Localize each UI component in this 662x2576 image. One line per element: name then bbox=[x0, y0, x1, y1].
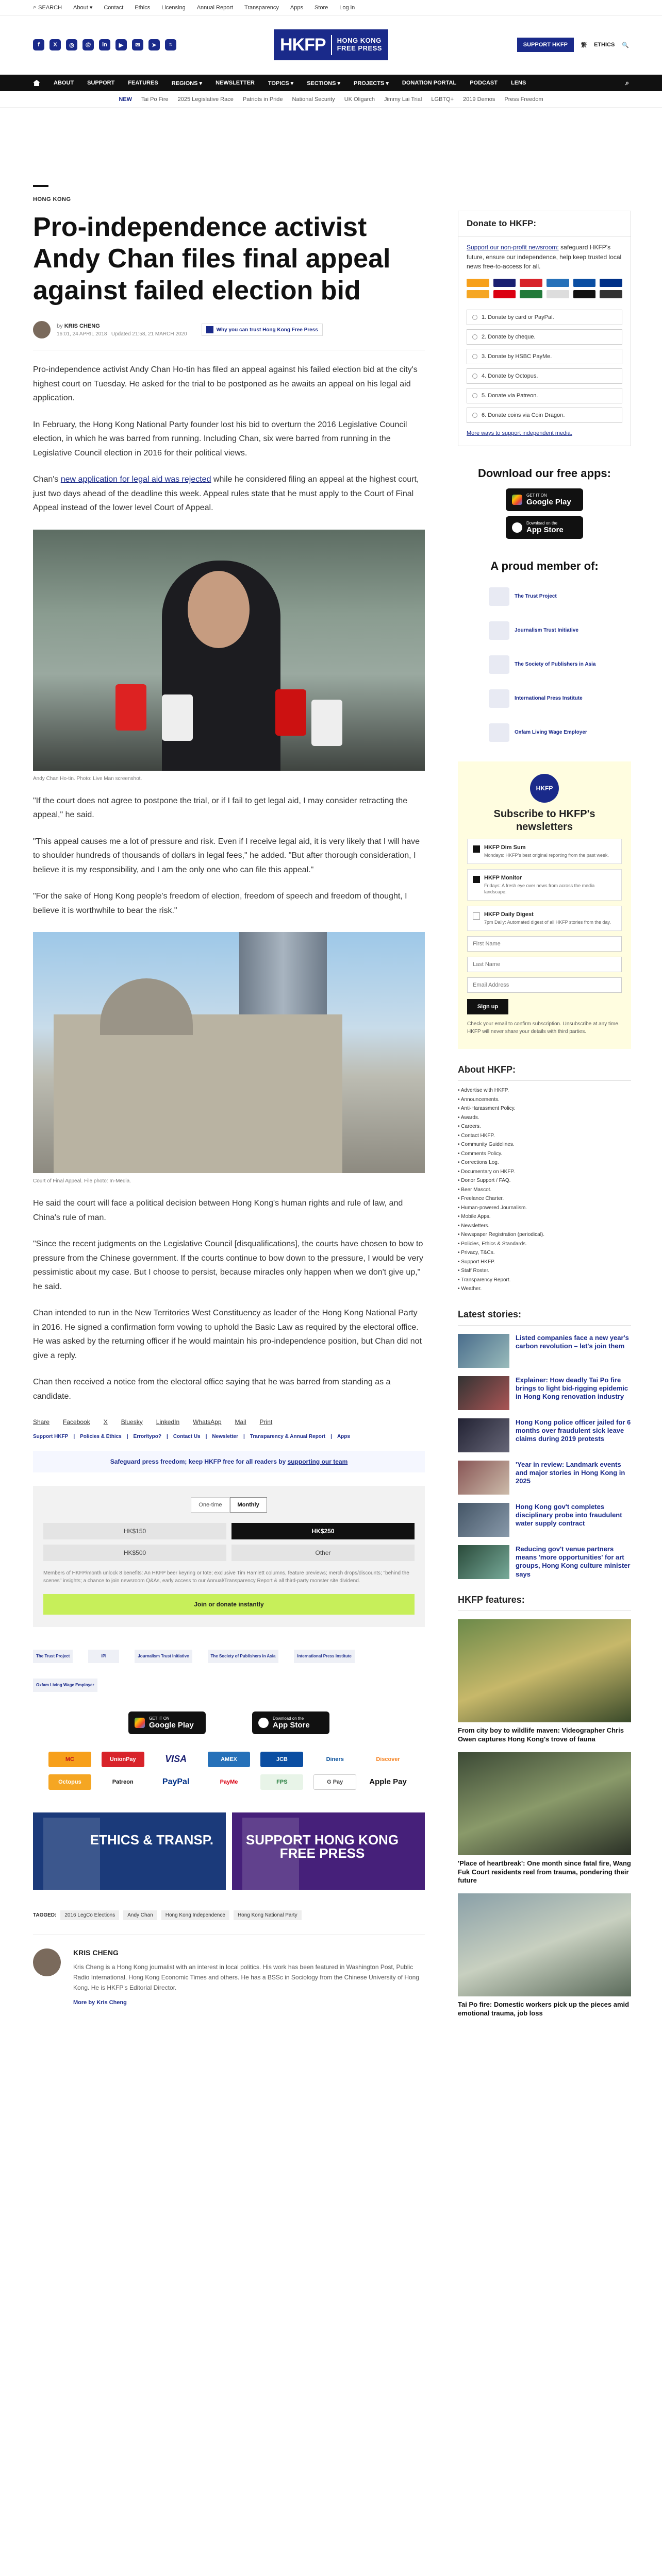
newsletter-note: Check your email to confirm subscription. Unsubscribe at any time. HKFP will never share your details with third parties. bbox=[467, 1021, 620, 1035]
trending-link[interactable]: Tai Po Fire bbox=[141, 96, 169, 103]
story-thumbnail[interactable] bbox=[458, 1461, 509, 1495]
story-thumbnail[interactable] bbox=[458, 1418, 509, 1452]
apps-link[interactable]: Apps bbox=[337, 1433, 350, 1439]
instagram-icon[interactable]: ◎ bbox=[66, 39, 77, 50]
donate-widget: Donate to HKFP: Support our non-profit newsroom: safeguard HKFP's future, ensure our independence, help keep trusted local news free-to-access for all. 1. Donate by card or PayPal. 2. Donate by cheque. 3. Donate by HSBC PayMe. 4. Donate by Octopus. 5. Donate via Patreon. 6. Donate coins via Coin Dragon. More ways to support independent media. bbox=[458, 211, 631, 446]
article-column bbox=[33, 108, 425, 2018]
header-search-icon[interactable]: 🔍 bbox=[622, 42, 630, 48]
threads-icon[interactable]: @ bbox=[82, 39, 94, 50]
tag-link[interactable]: Andy Chan bbox=[123, 1910, 157, 1920]
promo-banners bbox=[33, 1812, 425, 1890]
features-title: HKFP features: bbox=[458, 1595, 631, 1611]
top-annual-report-link[interactable]: Annual Report bbox=[196, 4, 234, 11]
story-item[interactable]: Listed companies face a new year's carbon revolution – let's join them bbox=[458, 1334, 631, 1368]
photo-caption: Court of Final Appeal. File photo: In-Media. bbox=[33, 1178, 131, 1184]
share-bluesky[interactable]: Bluesky bbox=[121, 1418, 143, 1426]
amount-options bbox=[43, 1523, 415, 1561]
logo-line-1: HONG KONG bbox=[337, 37, 382, 45]
payment-icons-mini bbox=[458, 272, 631, 306]
social-links bbox=[33, 39, 274, 50]
about-link[interactable]: • Support HKFP. bbox=[458, 1258, 631, 1267]
ethics-promo-banner[interactable]: ETHICS & TRANSP. bbox=[33, 1812, 226, 1890]
apps-heading: Download our free apps: bbox=[478, 466, 611, 480]
jcb-icon bbox=[573, 279, 596, 287]
last-name-field[interactable] bbox=[467, 957, 622, 972]
top-licensing-link[interactable]: Licensing bbox=[161, 4, 186, 11]
search-icon: ⌕ bbox=[33, 4, 37, 10]
member-logos-row bbox=[33, 1650, 425, 1692]
sidebar bbox=[458, 108, 631, 2018]
payme-icon bbox=[493, 290, 516, 298]
story-item[interactable]: Explainer: How deadly Tai Po fire brings to light bid-rigging epidemic in Hong Kong renovation industry bbox=[458, 1376, 631, 1410]
story-thumbnail[interactable] bbox=[458, 1545, 509, 1579]
nav-item[interactable]: DONATION PORTAL bbox=[402, 80, 457, 86]
story-item[interactable]: Hong Kong gov't completes disciplinary probe into fraudulent water supply contract bbox=[458, 1503, 631, 1537]
photo-caption: Andy Chan Ho-tin. Photo: Live Man screenshot. bbox=[33, 775, 142, 782]
app-store-row bbox=[33, 1711, 425, 1734]
article-kicker[interactable]: HONG KONG bbox=[33, 196, 71, 202]
top-apps-link[interactable]: Apps bbox=[290, 4, 303, 11]
amount-option[interactable]: HK$500 bbox=[43, 1545, 226, 1561]
mastercard-icon bbox=[467, 279, 489, 287]
article-tags: TAGGED: 2016 LegCo Elections Andy Chan Hong Kong Independence Hong Kong National Party bbox=[33, 1910, 425, 1920]
trending-link[interactable]: UK Oligarch bbox=[344, 96, 375, 103]
main-nav bbox=[0, 75, 662, 91]
sopa-logo[interactable]: The Society of Publishers in Asia bbox=[489, 654, 631, 675]
visa-icon bbox=[493, 279, 516, 287]
story-item[interactable]: Reducing gov't venue partners means 'more opportunities' for art groups, Hong Kong culture minister says bbox=[458, 1545, 631, 1579]
about-link[interactable]: • Transparency Report. bbox=[458, 1276, 631, 1285]
feature-image[interactable] bbox=[458, 1752, 631, 1855]
support-promo-banner[interactable]: SUPPORT HONG KONG FREE PRESS bbox=[232, 1812, 425, 1890]
share-x[interactable]: X bbox=[103, 1418, 108, 1426]
latest-stories bbox=[458, 1309, 631, 1579]
press-institute-logo[interactable]: International Press Institute bbox=[294, 1650, 354, 1663]
email-icon[interactable]: ✉ bbox=[132, 39, 143, 50]
top-transparency-link[interactable]: Transparency bbox=[244, 4, 279, 11]
about-link[interactable]: • Contact HKFP. bbox=[458, 1131, 631, 1141]
about-link[interactable]: • Privacy, T&Cs. bbox=[458, 1248, 631, 1258]
email-field[interactable] bbox=[467, 977, 622, 993]
x-icon[interactable]: X bbox=[49, 39, 61, 50]
share-facebook[interactable]: Facebook bbox=[63, 1418, 90, 1426]
telegram-icon[interactable]: ➤ bbox=[148, 39, 160, 50]
transparency-link[interactable]: Transparency & Annual Report bbox=[250, 1433, 326, 1439]
jcb-icon: JCB bbox=[260, 1752, 303, 1767]
paypal-icon: PayPal bbox=[162, 1777, 190, 1786]
nav-item[interactable]: LENS bbox=[510, 80, 526, 86]
paragraph: In February, the Hong Kong National Party founder lost his bid to overturn the 2016 Legislative Council election, in which he was barred from running. Including Chan, six were barred from running in the Legislative Council election in 2016 for their political views. bbox=[33, 420, 407, 457]
updated-date: Updated 21:58, 21 MARCH 2020 bbox=[111, 331, 187, 337]
monthly-tab[interactable]: Monthly bbox=[230, 1497, 267, 1513]
newsletter-option[interactable]: HKFP Monitor Fridays: A fresh eye over news from across the media landscape. bbox=[467, 869, 622, 901]
donate-option[interactable]: 6. Donate coins via Coin Dragon. bbox=[467, 408, 622, 423]
sidebar-app-badges bbox=[458, 488, 631, 539]
trust-link[interactable]: Why you can trust Hong Kong Free Press bbox=[202, 324, 323, 336]
paragraph: "For the sake of Hong Kong people's freedom of election, freedom of speech and freedom of thought, I believe it is worthwhile to bear the risk." bbox=[33, 892, 407, 915]
andy-chan-photo bbox=[33, 530, 425, 771]
first-name-field[interactable] bbox=[467, 936, 622, 952]
trending-bar bbox=[0, 91, 662, 108]
tag-link[interactable]: Hong Kong Independence bbox=[161, 1910, 229, 1920]
visa-icon: VISA bbox=[165, 1754, 187, 1765]
footer-utility-links: Support HKFP | Policies & Ethics | Error/typo? | Contact Us | Newsletter | Transparency & Annual Report | Apps bbox=[33, 1433, 350, 1439]
nav-item[interactable]: REGIONS ▾ bbox=[171, 80, 203, 87]
share-mail[interactable]: Mail bbox=[235, 1418, 246, 1426]
latest-title: Latest stories: bbox=[458, 1309, 631, 1326]
ipi-logo[interactable]: IPI bbox=[88, 1650, 119, 1663]
hkfp-features bbox=[458, 1595, 631, 2018]
top-utility-bar bbox=[0, 0, 662, 15]
share-label: Share bbox=[33, 1418, 50, 1426]
about-link[interactable]: • Documentary on HKFP. bbox=[458, 1167, 631, 1177]
patreon-icon bbox=[600, 290, 622, 298]
hkfp-logo: HKFP bbox=[530, 774, 559, 803]
about-link[interactable]: • Freelance Charter. bbox=[458, 1194, 631, 1204]
app-store-badge[interactable]: Download on the App Store bbox=[506, 516, 583, 539]
support-hkfp-button[interactable]: SUPPORT HKFP bbox=[517, 38, 574, 52]
paragraph: Chan then received a notice from the electoral office saying that he was barred from standing as a candidate. bbox=[33, 1378, 391, 1401]
article-body bbox=[33, 363, 425, 1403]
logo-line-2: FREE PRESS bbox=[337, 44, 382, 52]
publish-date: 16:01, 24 APRIL 2018 bbox=[57, 331, 107, 337]
octopus-icon bbox=[467, 290, 489, 298]
donate-option[interactable]: 4. Donate by Octopus. bbox=[467, 368, 622, 384]
paragraph: "Since the recent judgments on the Legislative Council [disqualifications], the courts have chosen to bow to pressure from the Chinese government. If the courts continue to bow down to the pressure, I would be very pessimistic about my case. But I choose to persist, because miracles only happen when we don't give up," he said. bbox=[33, 1240, 423, 1291]
story-item[interactable]: 'Year in review: Landmark events and major stories in Hong Kong in 2025 bbox=[458, 1461, 631, 1495]
court-photo bbox=[33, 932, 425, 1173]
feature-item[interactable]: Tai Po fire: Domestic workers pick up the pieces amid emotional trauma, job loss bbox=[458, 1893, 631, 2018]
story-thumbnail[interactable] bbox=[458, 1334, 509, 1368]
discover-icon: Discover bbox=[376, 1756, 400, 1762]
feature-item[interactable]: From city boy to wildlife maven: Videographer Chris Owen captures Hong Kong's trove of fauna bbox=[458, 1619, 631, 1744]
about-link[interactable]: • Human-powered Journalism. bbox=[458, 1204, 631, 1213]
oxfam-logo[interactable]: Oxfam Living Wage Employer bbox=[33, 1679, 97, 1692]
trending-link[interactable]: Patriots in Pride bbox=[242, 96, 283, 103]
paragraph: Pro-independence activist Andy Chan Ho-tin has filed an appeal against his failed election bid at the city's highest court on Tuesday. He asked for the trial to be postponed as he awaits an appeal on his legal aid application. bbox=[33, 365, 418, 403]
about-list bbox=[458, 1086, 631, 1294]
about-link[interactable]: • Community Guidelines. bbox=[458, 1140, 631, 1149]
google-play-icon bbox=[512, 495, 522, 505]
newsletter-option[interactable]: HKFP Dim Sum Mondays: HKFP's best original reporting from the past week. bbox=[467, 839, 622, 864]
paragraph: Chan intended to run in the New Territories West Constituency as leader of the Hong Kong National Party in 2016. He signed a confirmation form vowing to uphold the Basic Law as required by the electoral office. He was asked by the returning officer if he would maintain his pro-independence position, but Chan did not give a reply. bbox=[33, 1309, 422, 1360]
checkbox-checked[interactable] bbox=[473, 876, 480, 883]
share-whatsapp[interactable]: WhatsApp bbox=[193, 1418, 222, 1426]
octopus-icon: Octopus bbox=[48, 1774, 91, 1790]
tag-link[interactable]: 2016 LegCo Elections bbox=[60, 1910, 119, 1920]
byline: by KRIS CHENG 16:01, 24 APRIL 2018 Updated 21:58, 21 MARCH 2020 Why you can trust Hong Kong Free Press bbox=[33, 321, 425, 350]
top-contact-link[interactable]: Contact bbox=[104, 4, 124, 11]
new-badge: NEW bbox=[119, 96, 133, 103]
top-ethics-link[interactable]: Ethics bbox=[135, 4, 151, 11]
payme-icon: PayMe bbox=[220, 1778, 238, 1785]
about-link[interactable]: • Mobile Apps. bbox=[458, 1212, 631, 1222]
newsletter-signup bbox=[458, 761, 631, 1049]
chinese-language-link[interactable]: 繁 bbox=[581, 42, 587, 48]
newsletter-title: Subscribe to HKFP's newsletters bbox=[493, 808, 595, 833]
google-pay-icon bbox=[547, 290, 569, 298]
member-heading: A proud member of: bbox=[490, 559, 599, 572]
support-link[interactable]: Support HKFP bbox=[33, 1433, 69, 1439]
donate-option[interactable]: 2. Donate by cheque. bbox=[467, 329, 622, 345]
nav-item[interactable]: PROJECTS ▾ bbox=[354, 80, 389, 87]
about-link[interactable]: • Donor Support / FAQ. bbox=[458, 1176, 631, 1185]
trending-link[interactable]: National Security bbox=[292, 96, 335, 103]
amount-option[interactable]: HK$150 bbox=[43, 1523, 226, 1539]
diners-icon: Diners bbox=[326, 1756, 344, 1762]
donate-banner: Safeguard press freedom; keep HKFP free for all readers by supporting our team bbox=[33, 1451, 425, 1472]
newsletter-option[interactable]: HKFP Daily Digest 7pm Daily: Automated digest of all HKFP stories from the day. bbox=[467, 906, 622, 931]
about-link[interactable]: • Policies, Ethics & Standards. bbox=[458, 1240, 631, 1249]
story-item[interactable]: Hong Kong police officer jailed for 6 months over fraudulent sick leave claims during 2019 protests bbox=[458, 1418, 631, 1452]
home-icon[interactable] bbox=[33, 80, 40, 86]
amex-icon: AMEX bbox=[208, 1752, 251, 1767]
app-store-badge[interactable]: Download on the App Store bbox=[252, 1711, 329, 1734]
about-link[interactable]: • Corrections Log. bbox=[458, 1158, 631, 1167]
story-thumbnail[interactable] bbox=[458, 1503, 509, 1537]
title-rule bbox=[33, 185, 48, 187]
nonprofit-link[interactable]: Support our non-profit newsroom: bbox=[467, 244, 559, 251]
nav-item[interactable]: ABOUT bbox=[54, 80, 74, 86]
about-link[interactable]: • Weather. bbox=[458, 1284, 631, 1294]
nav-search-icon[interactable]: ⌕ bbox=[625, 79, 629, 87]
about-link[interactable]: • Newspaper Registration (periodical). bbox=[458, 1230, 631, 1240]
about-link[interactable]: • Announcements. bbox=[458, 1095, 631, 1105]
ipi-logo[interactable]: International Press Institute bbox=[489, 688, 631, 709]
fps-icon bbox=[520, 290, 542, 298]
share-print[interactable]: Print bbox=[259, 1418, 273, 1426]
paragraph: "This appeal causes me a lot of pressure and risk. Even if I receive legal aid, it is very likely that I will have to shoulder hundreds of thousands of dollars in legal fees," he added. "But after thorough consideration, I believe it is my responsibility, and I am the only one who can file this appeal." bbox=[33, 837, 420, 874]
author-name[interactable]: KRIS CHENG bbox=[64, 323, 100, 329]
trending-link[interactable]: 2025 Legislative Race bbox=[177, 96, 234, 103]
mastercard-icon: MC bbox=[48, 1752, 91, 1767]
trending-link[interactable]: LGBTQ+ bbox=[431, 96, 454, 103]
unionpay-icon: UnionPay bbox=[102, 1752, 144, 1767]
member-list bbox=[458, 586, 631, 743]
newsletter-link[interactable]: Newsletter bbox=[212, 1433, 238, 1439]
google-play-badge[interactable]: GET IT ON Google Play bbox=[128, 1711, 206, 1734]
trending-link[interactable]: 2019 Demos bbox=[463, 96, 495, 103]
about-link[interactable]: • Anti-Harassment Policy. bbox=[458, 1104, 631, 1113]
donate-option[interactable]: 5. Donate via Patreon. bbox=[467, 388, 622, 403]
nav-item[interactable]: SUPPORT bbox=[87, 80, 115, 86]
author-avatar[interactable] bbox=[33, 321, 51, 338]
donate-option[interactable]: 3. Donate by HSBC PayMe. bbox=[467, 349, 622, 364]
feature-item[interactable]: 'Place of heartbreak': One month since fatal fire, Wang Fuk Court residents reel from trauma, pondering their future bbox=[458, 1752, 631, 1886]
about-link[interactable]: • Advertise with HKFP. bbox=[458, 1086, 631, 1095]
apple-icon bbox=[258, 1718, 269, 1728]
site-header bbox=[0, 15, 662, 75]
about-link[interactable]: • Awards. bbox=[458, 1113, 631, 1123]
jti-logo[interactable]: Journalism Trust Initiative bbox=[489, 620, 631, 641]
paragraph: Chan's new application for legal aid was rejected while he considered filing an appeal at the highest court, just two days ahead of the deadline this week. Appeal rules state that he must apply to the Court of Final Appeal instead of the lower level Court of Appeal. bbox=[33, 475, 419, 513]
top-about-link[interactable]: About ▾ bbox=[73, 5, 93, 11]
author-name[interactable]: KRIS CHENG bbox=[73, 1948, 119, 1957]
about-title: About HKFP: bbox=[458, 1064, 631, 1081]
error-link[interactable]: Error/typo? bbox=[133, 1433, 161, 1439]
google-play-icon bbox=[135, 1718, 145, 1728]
about-link[interactable]: • Newsletters. bbox=[458, 1222, 631, 1231]
one-time-tab[interactable]: One-time bbox=[191, 1497, 229, 1513]
trust-project-icon bbox=[206, 326, 213, 333]
about-hkfp bbox=[458, 1064, 631, 1294]
linkedin-icon[interactable]: in bbox=[99, 39, 110, 50]
nav-item[interactable]: SECTIONS ▾ bbox=[307, 80, 340, 87]
donate-title: Donate to HKFP: bbox=[458, 211, 631, 236]
jti-logo[interactable]: Journalism Trust Initiative bbox=[135, 1650, 192, 1663]
sign-up-button[interactable]: Sign up bbox=[467, 999, 508, 1014]
google-pay-icon: G Pay bbox=[313, 1774, 356, 1790]
paragraph: "If the court does not agree to postpone the trial, or if I fail to get legal aid, I may consider retracting the appeal," he said. bbox=[33, 796, 408, 820]
amount-option-other[interactable]: Other bbox=[231, 1545, 415, 1561]
feature-image[interactable] bbox=[458, 1893, 631, 1996]
nav-item[interactable]: TOPICS ▾ bbox=[268, 80, 294, 87]
trust-project-logo[interactable]: The Trust Project bbox=[489, 586, 631, 607]
contact-link[interactable]: Contact Us bbox=[173, 1433, 201, 1439]
legal-aid-link[interactable]: new application for legal aid was rejected bbox=[60, 475, 211, 484]
payment-methods bbox=[33, 1752, 425, 1790]
site-logo[interactable]: HKFP HONG KONG FREE PRESS bbox=[274, 29, 388, 60]
about-link[interactable]: • Beer Mascot. bbox=[458, 1185, 631, 1195]
top-store-link[interactable]: Store bbox=[314, 4, 328, 11]
facebook-icon[interactable]: f bbox=[33, 39, 44, 50]
policies-link[interactable]: Policies & Ethics bbox=[80, 1433, 122, 1439]
nav-item[interactable]: PODCAST bbox=[470, 80, 498, 86]
story-thumbnail[interactable] bbox=[458, 1376, 509, 1410]
apple-pay-icon: Apple Pay bbox=[369, 1777, 407, 1787]
author-bio: Kris Cheng is a Hong Kong journalist with an interest in local politics. His work has been featured in Washington Post, Public Radio International, Hong Kong Economic Times and others. He has a BSSc in Sociology from the Chinese University of Hong Kong. He is HKFP's Editorial Director. bbox=[73, 1963, 420, 1992]
donation-widget bbox=[33, 1486, 425, 1627]
youtube-icon[interactable]: ▶ bbox=[115, 39, 127, 50]
article-title: Pro-independence activist Andy Chan files final appeal against failed election bid bbox=[33, 212, 391, 306]
fps-icon: FPS bbox=[260, 1774, 303, 1790]
frequency-toggle bbox=[43, 1497, 415, 1513]
tag-link[interactable]: Hong Kong National Party bbox=[234, 1910, 302, 1920]
patreon-icon: Patreon bbox=[112, 1778, 134, 1785]
apple-pay-icon bbox=[573, 290, 596, 298]
trending-link[interactable]: Jimmy Lai Trial bbox=[384, 96, 422, 103]
author-avatar[interactable] bbox=[33, 1948, 61, 1976]
feature-image[interactable] bbox=[458, 1619, 631, 1722]
top-login-link[interactable]: Log in bbox=[339, 4, 355, 11]
sopa-logo[interactable]: The Society of Publishers in Asia bbox=[208, 1650, 279, 1663]
top-search-link[interactable]: ⌕ SEARCH bbox=[33, 4, 62, 11]
google-play-badge[interactable]: GET IT ON Google Play bbox=[506, 488, 583, 511]
share-bar bbox=[33, 1418, 425, 1426]
apple-icon bbox=[512, 522, 522, 533]
more-ways-link[interactable]: More ways to support independent media. bbox=[467, 430, 572, 436]
checkbox-checked[interactable] bbox=[473, 845, 480, 853]
donate-option[interactable]: 1. Donate by card or PayPal. bbox=[467, 310, 622, 325]
author-bio-box bbox=[33, 1935, 425, 2006]
amount-option-selected[interactable]: HK$250 bbox=[231, 1523, 415, 1539]
more-by-author-link[interactable]: More by Kris Cheng bbox=[73, 1999, 127, 2006]
unionpay-icon bbox=[520, 279, 542, 287]
bluesky-icon[interactable]: ≈ bbox=[165, 39, 176, 50]
membership-note: Members of HKFP/month unlock 8 benefits: An HKFP beer keyring or tote; exclusive Tim Hamlett columns, feature previews; merch drops/discounts; "behind the scenes" insights; a chance to join newsroom Q&As, early access to our Annual/Transparency Report & all third-party monster site dividend. bbox=[43, 1570, 409, 1584]
trust-project-logo[interactable]: The Trust Project bbox=[33, 1650, 73, 1663]
about-link[interactable]: • Comments Policy. bbox=[458, 1149, 631, 1159]
about-link[interactable]: • Careers. bbox=[458, 1122, 631, 1131]
trending-link[interactable]: Press Freedom bbox=[504, 96, 543, 103]
join-donate-button[interactable]: Join or donate instantly bbox=[43, 1594, 415, 1615]
ethics-link[interactable]: ETHICS bbox=[593, 42, 615, 48]
paragraph: He said the court will face a political decision between Hong Kong's human rights and rule of law, and China's rule of man. bbox=[33, 1199, 403, 1222]
paypal-icon bbox=[600, 279, 622, 287]
nav-item[interactable]: NEWSLETTER bbox=[216, 80, 255, 86]
support-team-link[interactable]: supporting our team bbox=[287, 1458, 348, 1465]
oxfam-logo[interactable]: Oxfam Living Wage Employer bbox=[489, 722, 631, 743]
checkbox-unchecked[interactable] bbox=[473, 912, 480, 920]
about-link[interactable]: • Staff Roster. bbox=[458, 1266, 631, 1276]
nav-item[interactable]: FEATURES bbox=[128, 80, 158, 86]
share-linkedin[interactable]: LinkedIn bbox=[156, 1418, 180, 1426]
amex-icon bbox=[547, 279, 569, 287]
